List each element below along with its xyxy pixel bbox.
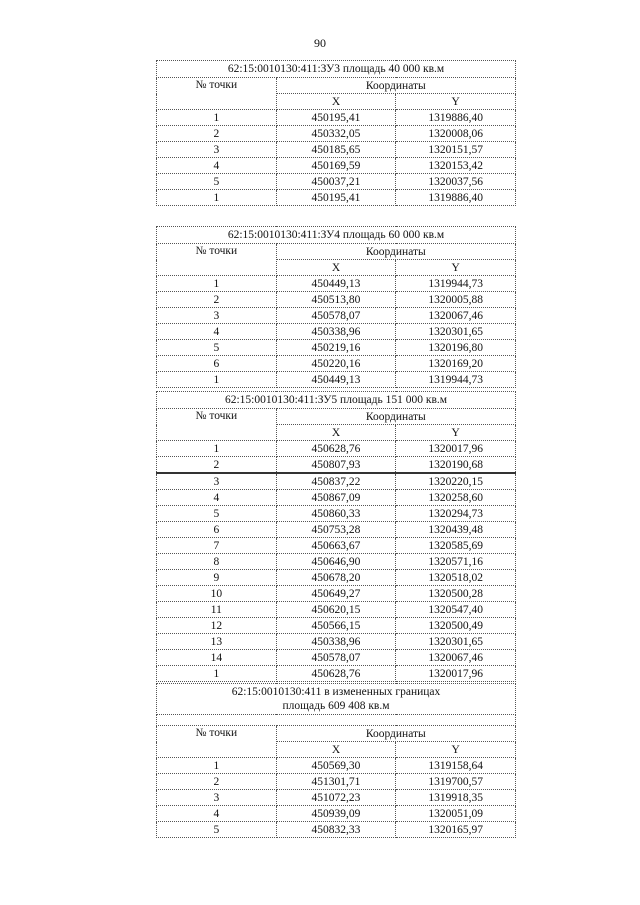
point-number: 1: [157, 190, 277, 206]
y-value: 1320301,65: [396, 634, 516, 650]
point-number: 9: [157, 570, 277, 586]
point-number: 8: [157, 554, 277, 570]
x-value: 451072,23: [276, 790, 396, 806]
y-value: 1320258,60: [396, 490, 516, 506]
table-row: [157, 356, 516, 372]
point-number: 5: [157, 506, 277, 522]
x-value: 450837,22: [276, 473, 396, 490]
table-row: [157, 538, 516, 554]
table-row: [157, 190, 516, 206]
y-value: 1319886,40: [396, 190, 516, 206]
y-value: 1320151,57: [396, 142, 516, 158]
column-header-coordinates: Координаты: [276, 726, 515, 742]
point-number: 1: [157, 372, 277, 388]
x-value: 450220,16: [276, 356, 396, 372]
y-value: 1320153,42: [396, 158, 516, 174]
x-value: 450628,76: [276, 441, 396, 457]
y-value: 1320585,69: [396, 538, 516, 554]
y-value: 1319886,40: [396, 110, 516, 126]
table-row: [157, 774, 516, 790]
table-row: [157, 666, 516, 682]
column-header-x: X: [276, 425, 396, 441]
point-number: 1: [157, 276, 277, 292]
x-value: 450569,30: [276, 758, 396, 774]
y-value: 1320008,06: [396, 126, 516, 142]
table-row: [157, 602, 516, 618]
x-value: 450649,27: [276, 586, 396, 602]
x-value: 450807,93: [276, 457, 396, 474]
y-value: 1319700,57: [396, 774, 516, 790]
point-number: 3: [157, 473, 277, 490]
table-row: [157, 457, 516, 474]
point-number: 2: [157, 292, 277, 308]
y-value: 1320051,09: [396, 806, 516, 822]
x-value: 450678,20: [276, 570, 396, 586]
coordinates-table-changed-boundaries: [156, 683, 516, 838]
point-number: 2: [157, 126, 277, 142]
column-header-y: Y: [396, 260, 516, 276]
x-value: 450566,15: [276, 618, 396, 634]
y-value: 1319944,73: [396, 276, 516, 292]
y-value: 1319158,64: [396, 758, 516, 774]
table-row: [157, 126, 516, 142]
point-number: 3: [157, 790, 277, 806]
table-row: [157, 324, 516, 340]
y-value: 1320017,96: [396, 441, 516, 457]
point-number: 12: [157, 618, 277, 634]
table-row: [157, 372, 516, 388]
column-header-point: № точки: [157, 726, 277, 758]
point-number: 11: [157, 602, 277, 618]
column-header-coordinates: Координаты: [276, 244, 515, 260]
table-row: [157, 276, 516, 292]
x-value: 450185,65: [276, 142, 396, 158]
point-number: 4: [157, 324, 277, 340]
x-value: 450338,96: [276, 324, 396, 340]
column-header-y: Y: [396, 94, 516, 110]
x-value: 450753,28: [276, 522, 396, 538]
x-value: 450578,07: [276, 308, 396, 324]
table-row: [157, 822, 516, 838]
point-number: 1: [157, 441, 277, 457]
table-row: [157, 174, 516, 190]
y-value: 1320165,97: [396, 822, 516, 838]
table-row: [157, 806, 516, 822]
x-value: 450037,21: [276, 174, 396, 190]
x-value: 450338,96: [276, 634, 396, 650]
x-value: 450578,07: [276, 650, 396, 666]
coordinates-table-zu3: [156, 60, 516, 206]
point-number: 6: [157, 522, 277, 538]
y-value: 1320005,88: [396, 292, 516, 308]
point-number: 2: [157, 774, 277, 790]
table-row: [157, 490, 516, 506]
table-row: [157, 522, 516, 538]
y-value: 1320067,46: [396, 308, 516, 324]
point-number: 7: [157, 538, 277, 554]
spacer-row: [157, 715, 516, 726]
point-number: 5: [157, 822, 277, 838]
y-value: 1320169,20: [396, 356, 516, 372]
x-value: 450628,76: [276, 666, 396, 682]
table-row: [157, 554, 516, 570]
y-value: 1320067,46: [396, 650, 516, 666]
table-row: [157, 340, 516, 356]
x-value: 450449,13: [276, 276, 396, 292]
point-number: 13: [157, 634, 277, 650]
table-row: [157, 634, 516, 650]
table-row: [157, 142, 516, 158]
x-value: 450832,33: [276, 822, 396, 838]
table-title: 62:15:0010130:411:ЗУ3 площадь 40 000 кв.м: [157, 61, 516, 78]
point-number: 4: [157, 490, 277, 506]
point-number: 1: [157, 666, 277, 682]
x-value: 450169,59: [276, 158, 396, 174]
point-number: 10: [157, 586, 277, 602]
point-number: 1: [157, 758, 277, 774]
y-value: 1320500,49: [396, 618, 516, 634]
point-number: 5: [157, 340, 277, 356]
x-value: 450513,80: [276, 292, 396, 308]
y-value: 1320037,56: [396, 174, 516, 190]
table-row: [157, 618, 516, 634]
table-row: [157, 650, 516, 666]
table-title: [157, 684, 516, 715]
page-number: 90: [314, 36, 326, 50]
y-value: 1320017,96: [396, 666, 516, 682]
x-value: 451301,71: [276, 774, 396, 790]
column-header-point: № точки: [157, 409, 277, 441]
point-number: 6: [157, 356, 277, 372]
y-value: 1320190,68: [396, 457, 516, 474]
table-title-line-1: 62:15:0010130:411 в измененных границах: [231, 686, 441, 698]
x-value: 450195,41: [276, 110, 396, 126]
y-value: 1320301,65: [396, 324, 516, 340]
point-number: 1: [157, 110, 277, 126]
column-header-point: № точки: [157, 244, 277, 276]
column-header-y: Y: [396, 742, 516, 758]
y-value: 1320196,80: [396, 340, 516, 356]
y-value: 1319944,73: [396, 372, 516, 388]
point-number: 2: [157, 457, 277, 474]
table-row: [157, 110, 516, 126]
point-number: 4: [157, 158, 277, 174]
column-header-coordinates: Координаты: [276, 409, 515, 425]
coordinates-table-zu5: [156, 391, 516, 682]
x-value: 450195,41: [276, 190, 396, 206]
table-title: 62:15:0010130:411:ЗУ5 площадь 151 000 кв.м: [157, 392, 516, 409]
x-value: 450620,15: [276, 602, 396, 618]
y-value: 1320518,02: [396, 570, 516, 586]
x-value: 450449,13: [276, 372, 396, 388]
table-row: [157, 790, 516, 806]
x-value: 450332,05: [276, 126, 396, 142]
table-row: [157, 506, 516, 522]
table-row: [157, 570, 516, 586]
table-row: [157, 441, 516, 457]
column-header-x: X: [276, 94, 396, 110]
x-value: 450646,90: [276, 554, 396, 570]
y-value: 1320500,28: [396, 586, 516, 602]
table-title: 62:15:0010130:411:ЗУ4 площадь 60 000 кв.м: [157, 227, 516, 244]
column-header-coordinates: Координаты: [276, 78, 515, 94]
column-header-x: X: [276, 742, 396, 758]
y-value: 1320439,48: [396, 522, 516, 538]
column-header-x: X: [276, 260, 396, 276]
table-row: [157, 473, 516, 490]
x-value: 450860,33: [276, 506, 396, 522]
table-row: [157, 158, 516, 174]
y-value: 1319918,35: [396, 790, 516, 806]
column-header-y: Y: [396, 425, 516, 441]
x-value: 450867,09: [276, 490, 396, 506]
table-row: [157, 586, 516, 602]
y-value: 1320547,40: [396, 602, 516, 618]
table-row: [157, 292, 516, 308]
point-number: 3: [157, 308, 277, 324]
x-value: 450219,16: [276, 340, 396, 356]
point-number: 5: [157, 174, 277, 190]
y-value: 1320571,16: [396, 554, 516, 570]
table-title-line-2: площадь 609 408 кв.м: [282, 700, 390, 712]
coordinates-table-zu4: [156, 226, 516, 388]
table-row: [157, 308, 516, 324]
y-value: 1320220,15: [396, 473, 516, 490]
point-number: 4: [157, 806, 277, 822]
column-header-point: № точки: [157, 78, 277, 110]
table-row: [157, 758, 516, 774]
x-value: 450939,09: [276, 806, 396, 822]
y-value: 1320294,73: [396, 506, 516, 522]
x-value: 450663,67: [276, 538, 396, 554]
point-number: 14: [157, 650, 277, 666]
point-number: 3: [157, 142, 277, 158]
